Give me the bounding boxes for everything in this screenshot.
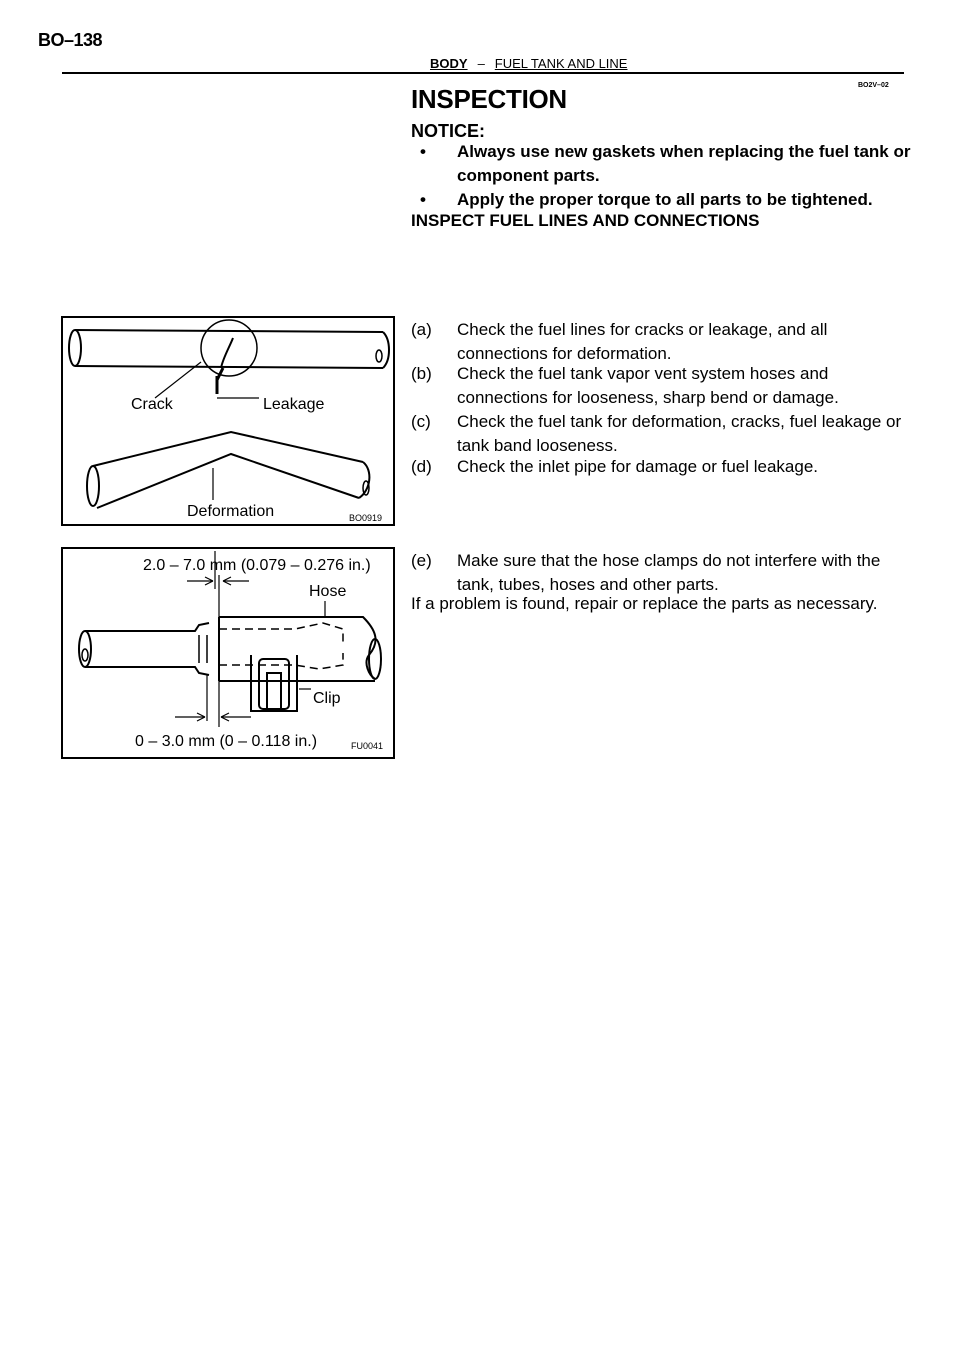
step-label: (e)	[411, 551, 432, 570]
step-text: Make sure that the hose clamps do not interfere with the tank, tubes, hoses and other parts.	[457, 551, 881, 594]
step-label: (b)	[411, 364, 432, 383]
leakage-label: Leakage	[263, 396, 325, 413]
section-header	[430, 56, 627, 71]
hose-clamp-figure	[61, 547, 395, 759]
notice-label: NOTICE:	[411, 121, 485, 141]
step-label: (d)	[411, 457, 432, 476]
page-title: INSPECTION	[411, 84, 567, 114]
page-number: BO–138	[38, 30, 103, 50]
subheading: INSPECT FUEL LINES AND CONNECTIONS	[411, 211, 760, 230]
header-rule	[62, 72, 904, 74]
hose-label: Hose	[309, 583, 347, 600]
top-dimension-label: 2.0 – 7.0 mm (0.079 – 0.276 in.)	[143, 557, 371, 574]
clip-label: Clip	[313, 690, 341, 707]
closing-note: If a problem is found, repair or replace the parts as necessary.	[411, 594, 878, 613]
fuel-line-illustration	[63, 318, 393, 524]
deformation-label: Deformation	[187, 503, 275, 520]
step-text: Check the fuel tank for deformation, cracks, fuel leakage or tank band looseness.	[457, 412, 902, 455]
notice-text: Apply the proper torque to all parts to be tightened.	[457, 190, 873, 209]
step-text: Check the inlet pipe for damage or fuel leakage.	[457, 457, 819, 476]
section-separator: –	[477, 56, 485, 71]
figure-code: FU0041	[351, 741, 384, 751]
step-text: Check the fuel lines for cracks or leakage, and all connections for deformation.	[457, 320, 828, 363]
step-text: Check the fuel tank vapor vent system hoses and connections for looseness, sharp bend or damage.	[457, 364, 839, 407]
subsection-name: FUEL TANK AND LINE	[494, 56, 628, 71]
bottom-dimension-label: 0 – 3.0 mm (0 – 0.118 in.)	[135, 733, 318, 750]
figure-code: BO0919	[349, 513, 383, 523]
hose-clamp-illustration	[63, 549, 393, 757]
bullet-icon: •	[420, 142, 426, 161]
reference-code: BO2V–02	[858, 82, 889, 89]
fuel-line-inspection-figure	[61, 316, 395, 526]
step-label: (c)	[411, 412, 431, 431]
section-name: BODY	[430, 56, 468, 71]
crack-label: Crack	[131, 396, 173, 413]
step-label: (a)	[411, 320, 432, 339]
notice-text: Always use new gaskets when replacing the fuel tank or component parts.	[457, 142, 911, 185]
bullet-icon: •	[420, 190, 426, 209]
